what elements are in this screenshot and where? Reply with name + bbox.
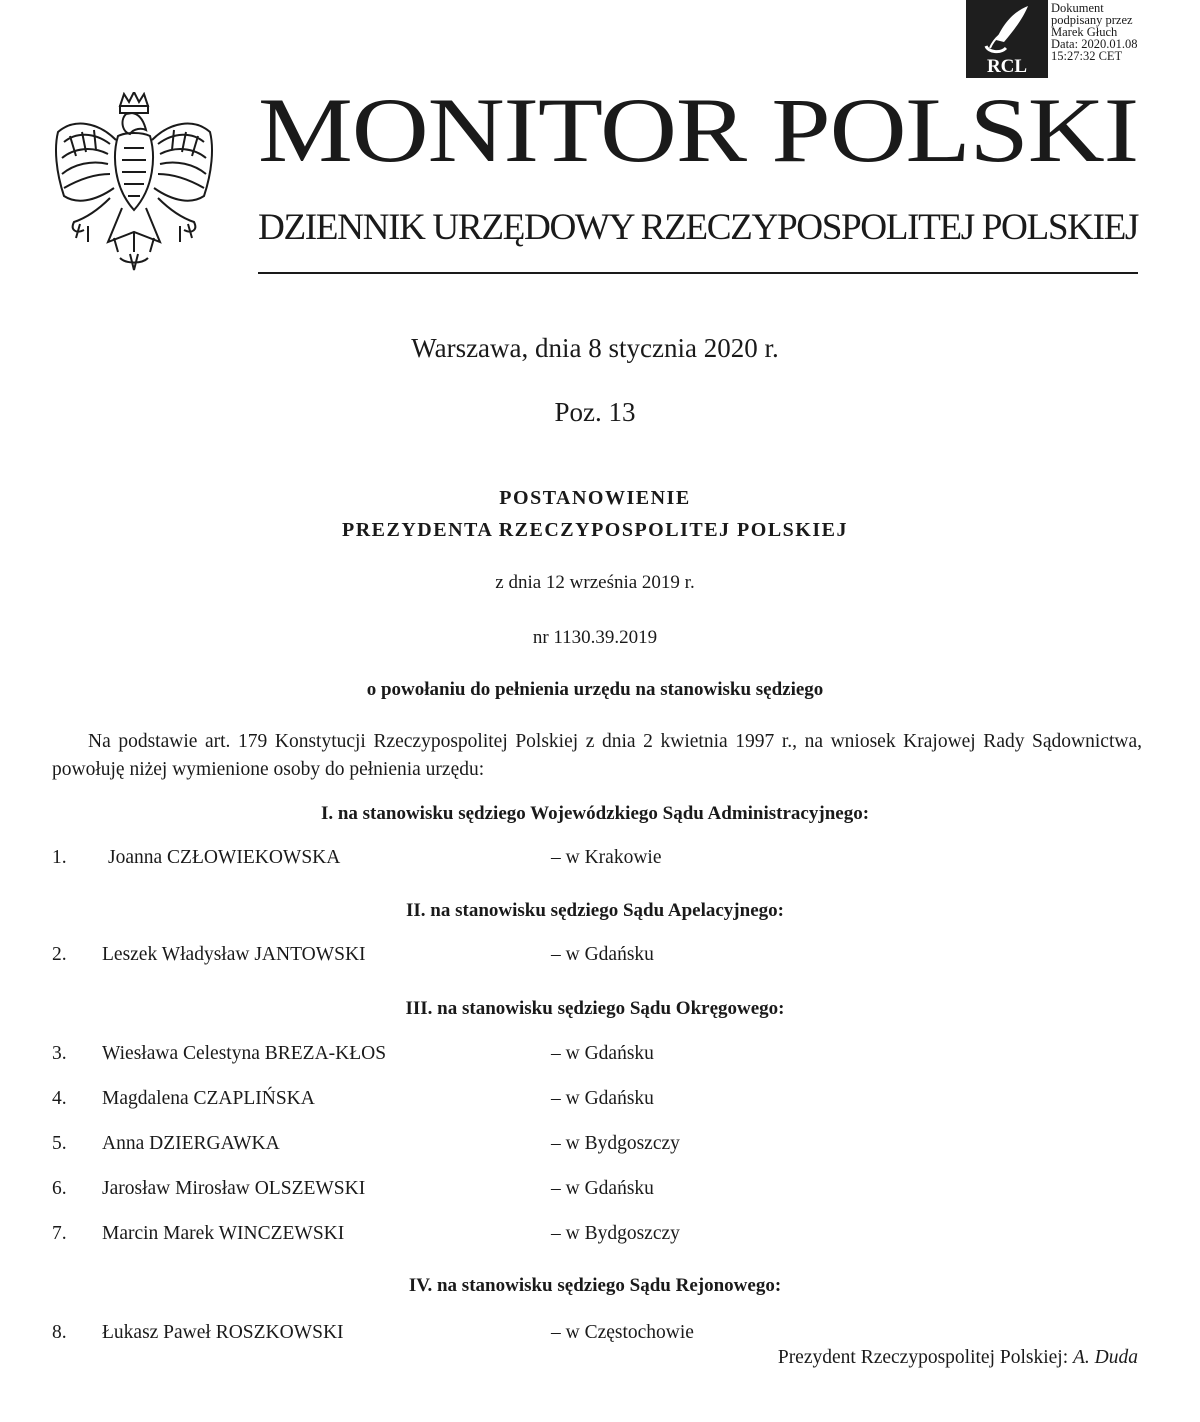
court-location: – w Gdańsku <box>551 1088 654 1109</box>
signature-stamp-logo <box>966 0 1048 78</box>
appointment-row <box>0 1221 1200 1247</box>
stamp-logo-text: RCL <box>986 56 1028 77</box>
appointment-row <box>0 1041 1200 1067</box>
document-subject: o powołaniu do pełnienia urzędu na stanowisku sędziego <box>366 679 824 700</box>
stamp-line: podpisany przez <box>1051 13 1133 27</box>
court-location: – w Gdańsku <box>551 944 654 965</box>
entry-number: 1. <box>52 847 67 868</box>
signature-name: A. Duda <box>1073 1347 1138 1368</box>
appointee-name: Anna DZIERGAWKA <box>102 1133 280 1154</box>
court-location: – w Bydgoszczy <box>551 1223 680 1244</box>
section-heading: III. na stanowisku sędziego Sądu Okręgowego: <box>405 998 785 1019</box>
court-location: – w Gdańsku <box>551 1043 654 1064</box>
court-location: – w Krakowie <box>551 847 662 868</box>
section-heading: I. na stanowisku sędziego Wojewódzkiego Sądu Administracyjnego: <box>320 803 870 824</box>
preamble-paragraph: Na podstawie art. 179 Konstytucji Rzeczypospolitej Polskiej z dnia 2 kwietnia 1997 r., na wniosek Krajowej Rady Sądownictwa, powołuję niżej wymienione osoby do pełnienia urzędu: <box>52 731 1142 780</box>
appointee-name: Wiesława Celestyna BREZA-KŁOS <box>102 1043 387 1064</box>
signature-label: Prezydent Rzeczypospolitej Polskiej: <box>777 1347 1069 1368</box>
entry-number: 7. <box>52 1223 67 1244</box>
appointee-name: Marcin Marek WINCZEWSKI <box>102 1223 345 1244</box>
appointment-row <box>0 1320 1200 1346</box>
appointment-row <box>0 1176 1200 1202</box>
entry-number: 4. <box>52 1088 67 1109</box>
section-heading: II. na stanowisku sędziego Sądu Apelacyjnego: <box>406 900 784 921</box>
document-date: z dnia 12 września 2019 r. <box>495 572 695 593</box>
appointee-name: Jarosław Mirosław OLSZEWSKI <box>102 1178 366 1199</box>
document-type: POSTANOWIENIE <box>499 487 691 509</box>
appointee-name: Magdalena CZAPLIŃSKA <box>102 1088 315 1109</box>
document-issuer: PREZYDENTA RZECZYPOSPOLITEJ POLSKIEJ <box>342 519 848 541</box>
entry-number: 8. <box>52 1322 67 1343</box>
appointment-row <box>0 1131 1200 1157</box>
quill-icon <box>966 0 1048 78</box>
court-location: – w Bydgoszczy <box>551 1133 680 1154</box>
masthead-divider <box>258 272 1138 274</box>
publication-title: MONITOR POLSKI <box>258 79 1138 181</box>
stamp-line: Marek Głuch <box>1051 25 1118 39</box>
entry-number: 5. <box>52 1133 67 1154</box>
publication-subtitle: DZIENNIK URZĘDOWY RZECZYPOSPOLITEJ POLSKIEJ <box>258 207 1138 248</box>
appointment-row <box>0 1086 1200 1112</box>
stamp-line: Dokument <box>1051 1 1104 15</box>
signature-stamp-text <box>1051 2 1197 62</box>
appointment-row <box>0 942 1200 968</box>
issue-place-date: Warszawa, dnia 8 stycznia 2020 r. <box>411 333 779 363</box>
appointee-name: Joanna CZŁOWIEKOWSKA <box>108 847 341 868</box>
appointee-name: Łukasz Paweł ROSZKOWSKI <box>102 1322 344 1343</box>
section-heading: IV. na stanowisku sędziego Sądu Rejonowego: <box>408 1275 782 1296</box>
entry-number: 6. <box>52 1178 67 1199</box>
document-number: nr 1130.39.2019 <box>532 627 658 648</box>
court-location: – w Gdańsku <box>551 1178 654 1199</box>
entry-number: 3. <box>52 1043 67 1064</box>
appointment-row <box>0 845 1200 871</box>
stamp-line: 15:27:32 CET <box>1051 49 1123 63</box>
appointee-name: Leszek Władysław JANTOWSKI <box>102 944 366 965</box>
eagle-emblem-icon <box>50 92 218 274</box>
entry-number: 2. <box>52 944 67 965</box>
stamp-line: Data: 2020.01.08 <box>1051 37 1138 51</box>
court-location: – w Częstochowie <box>551 1322 694 1343</box>
position-number: Poz. 13 <box>554 397 636 427</box>
president-signature <box>778 1345 1138 1371</box>
